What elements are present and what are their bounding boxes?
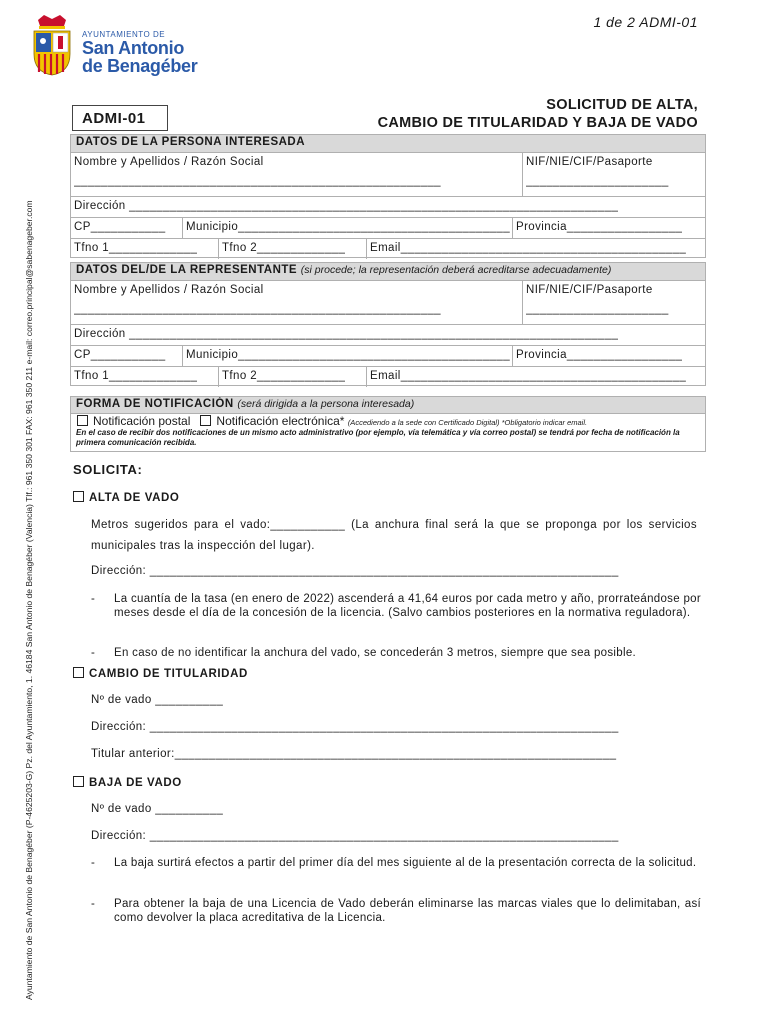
interesada-tfno1-field[interactable]: Tfno 1_____________: [74, 242, 198, 254]
baja-vado-label: BAJA DE VADO: [89, 777, 182, 789]
notificacion-postal-checkbox[interactable]: [77, 415, 88, 426]
logo-line-1: AYUNTAMIENTO DE: [82, 30, 166, 39]
representante-nif-label: NIF/NIE/CIF/Pasaporte: [526, 284, 653, 296]
document-title: [378, 96, 698, 132]
interesada-name-field[interactable]: ______________________________________________________: [74, 175, 441, 187]
alta-vado-label: ALTA DE VADO: [89, 492, 180, 504]
interesada-tfno2-field[interactable]: Tfno 2_____________: [222, 242, 346, 254]
representante-contact-row: [70, 366, 706, 387]
municipal-logo: [30, 14, 200, 78]
baja-numero-field[interactable]: Nº de vado __________: [91, 803, 224, 815]
representante-direccion-row: [70, 324, 706, 345]
notificacion-legal-text: En el caso de recibir dos notificaciones de un mismo acto administrativo (por ejemplo, vía telemática y vía correo postal) se tendrá por fecha de notificación la primera comunicación recibida.: [76, 428, 680, 447]
interesada-name-label: Nombre y Apellidos / Razón Social: [74, 156, 264, 168]
cambio-titularidad-option: [73, 667, 248, 680]
alta-bullet-anchura: - En caso de no identificar la anchura del vado, se concederán 3 metros, siempre que sea posible.: [91, 647, 637, 659]
representante-name-row: [70, 280, 706, 324]
representante-provincia-field[interactable]: Provincia_________________: [516, 349, 683, 361]
solicita-heading: SOLICITA:: [73, 462, 143, 477]
representante-heading-note: (si procede; la representación deberá acreditarse adecuadamente): [300, 264, 612, 276]
representante-name-label: Nombre y Apellidos / Razón Social: [74, 284, 264, 296]
alta-bullet-tasa: - La cuantía de la tasa (en enero de 2022) ascenderá a 41,64 euros por cada metro y año, prorrateándose por meses desde el día de la concesión de la licencia. (Salvo cambios posteriores en la normativa reguladora).: [91, 593, 701, 619]
interesada-nif-label: NIF/NIE/CIF/Pasaporte: [526, 156, 653, 168]
notificacion-electronica-checkbox[interactable]: [200, 415, 211, 426]
alta-vado-option: [73, 491, 179, 504]
interesada-direccion-row: [70, 196, 706, 217]
interesada-name-row: [70, 152, 706, 196]
alta-direccion-field[interactable]: Dirección: _____________________________________________________________________: [91, 565, 619, 577]
baja-vado-option: [73, 776, 182, 789]
interesada-location-row: [70, 217, 706, 238]
sidebar-address: Ayuntamiento de San Antonio de Benagéber (P-4625203-G) Pz. del Ayuntamiento, 1. 46184 San Antonio de Benagéber (Valencia) Tlf.: 961 350 301 FAX: 961 350 211 e-mail: correo.principal@sabenageber.com: [24, 200, 34, 1000]
title-line-1: SOLICITUD DE ALTA,: [546, 97, 698, 113]
baja-vado-checkbox[interactable]: [73, 776, 84, 787]
baja-direccion-field[interactable]: Dirección: _____________________________________________________________________: [91, 830, 619, 842]
section-interesada-heading: DATOS DE LA PERSONA INTERESADA: [70, 134, 706, 152]
representante-name-field[interactable]: ______________________________________________________: [74, 303, 441, 315]
interesada-municipio-field[interactable]: Municipio________________________________________: [186, 221, 511, 233]
page-number: 1 de 2 ADMI-01: [593, 14, 698, 30]
logo-line-3: de Benagéber: [82, 56, 198, 76]
representante-tfno2-field[interactable]: Tfno 2_____________: [222, 370, 346, 382]
interesada-direccion-field[interactable]: Dirección ________________________________________________________________________: [74, 200, 619, 212]
form-code: ADMI-01: [72, 105, 168, 131]
baja-bullet-efectos: - La baja surtirá efectos a partir del primer día del mes siguiente al de la presentación correcta de la solicitud.: [91, 857, 697, 869]
title-line-2: CAMBIO DE TITULARIDAD Y BAJA DE VADO: [377, 115, 698, 131]
section-representante-heading: DATOS DEL/DE LA REPRESENTANTE (si procede; la representación deberá acreditarse adecuadamente): [70, 262, 706, 280]
representante-tfno1-field[interactable]: Tfno 1_____________: [74, 370, 198, 382]
cambio-titularidad-checkbox[interactable]: [73, 667, 84, 678]
coat-of-arms-icon: [32, 14, 72, 76]
representante-cp-field[interactable]: CP___________: [74, 349, 166, 361]
logo-line-2: San Antonio: [82, 38, 185, 58]
cambio-titular-field[interactable]: Titular anterior:_________________________________________________________________: [91, 748, 617, 760]
notificacion-electronica-label: Notificación electrónica*: [216, 414, 345, 428]
representante-email-field[interactable]: Email__________________________________________: [370, 370, 687, 382]
notificacion-heading-note: (será dirigida a la persona interesada): [237, 398, 415, 410]
interesada-provincia-field[interactable]: Provincia_________________: [516, 221, 683, 233]
alta-metros-field[interactable]: Metros sugeridos para el vado:___________ (La anchura final será la que se proponga por los servicios municipales tras la inspección del lugar).: [91, 519, 697, 552]
notificacion-options: [70, 414, 706, 452]
cambio-titularidad-label: CAMBIO DE TITULARIDAD: [89, 668, 248, 680]
section-notificacion-frame: [70, 396, 706, 414]
baja-bullet-marcas: - Para obtener la baja de una Licencia de Vado deberán eliminarse las marcas viales que lo delimitaban, así como devolver la placa acreditativa de la Licencia.: [91, 898, 701, 924]
representante-location-row: [70, 345, 706, 366]
alta-vado-checkbox[interactable]: [73, 491, 84, 502]
cambio-numero-field[interactable]: Nº de vado __________: [91, 694, 224, 706]
section-notificacion-heading: FORMA DE NOTIFICACIÓN (será dirigida a la persona interesada): [70, 396, 706, 414]
interesada-cp-field[interactable]: CP___________: [74, 221, 166, 233]
notificacion-electronica-note: (Accediendo a la sede con Certificado Digital) *Obligatorio indicar email.: [347, 418, 588, 427]
cambio-direccion-field[interactable]: Dirección: _____________________________________________________________________: [91, 721, 619, 733]
interesada-contact-row: [70, 238, 706, 259]
notificacion-postal-label: Notificación postal: [93, 414, 191, 428]
interesada-nif-field[interactable]: _____________________: [526, 175, 669, 187]
representante-nif-field[interactable]: _____________________: [526, 303, 669, 315]
representante-direccion-field[interactable]: Dirección ________________________________________________________________________: [74, 328, 619, 340]
interesada-email-field[interactable]: Email__________________________________________: [370, 242, 687, 254]
representante-municipio-field[interactable]: Municipio________________________________________: [186, 349, 511, 361]
